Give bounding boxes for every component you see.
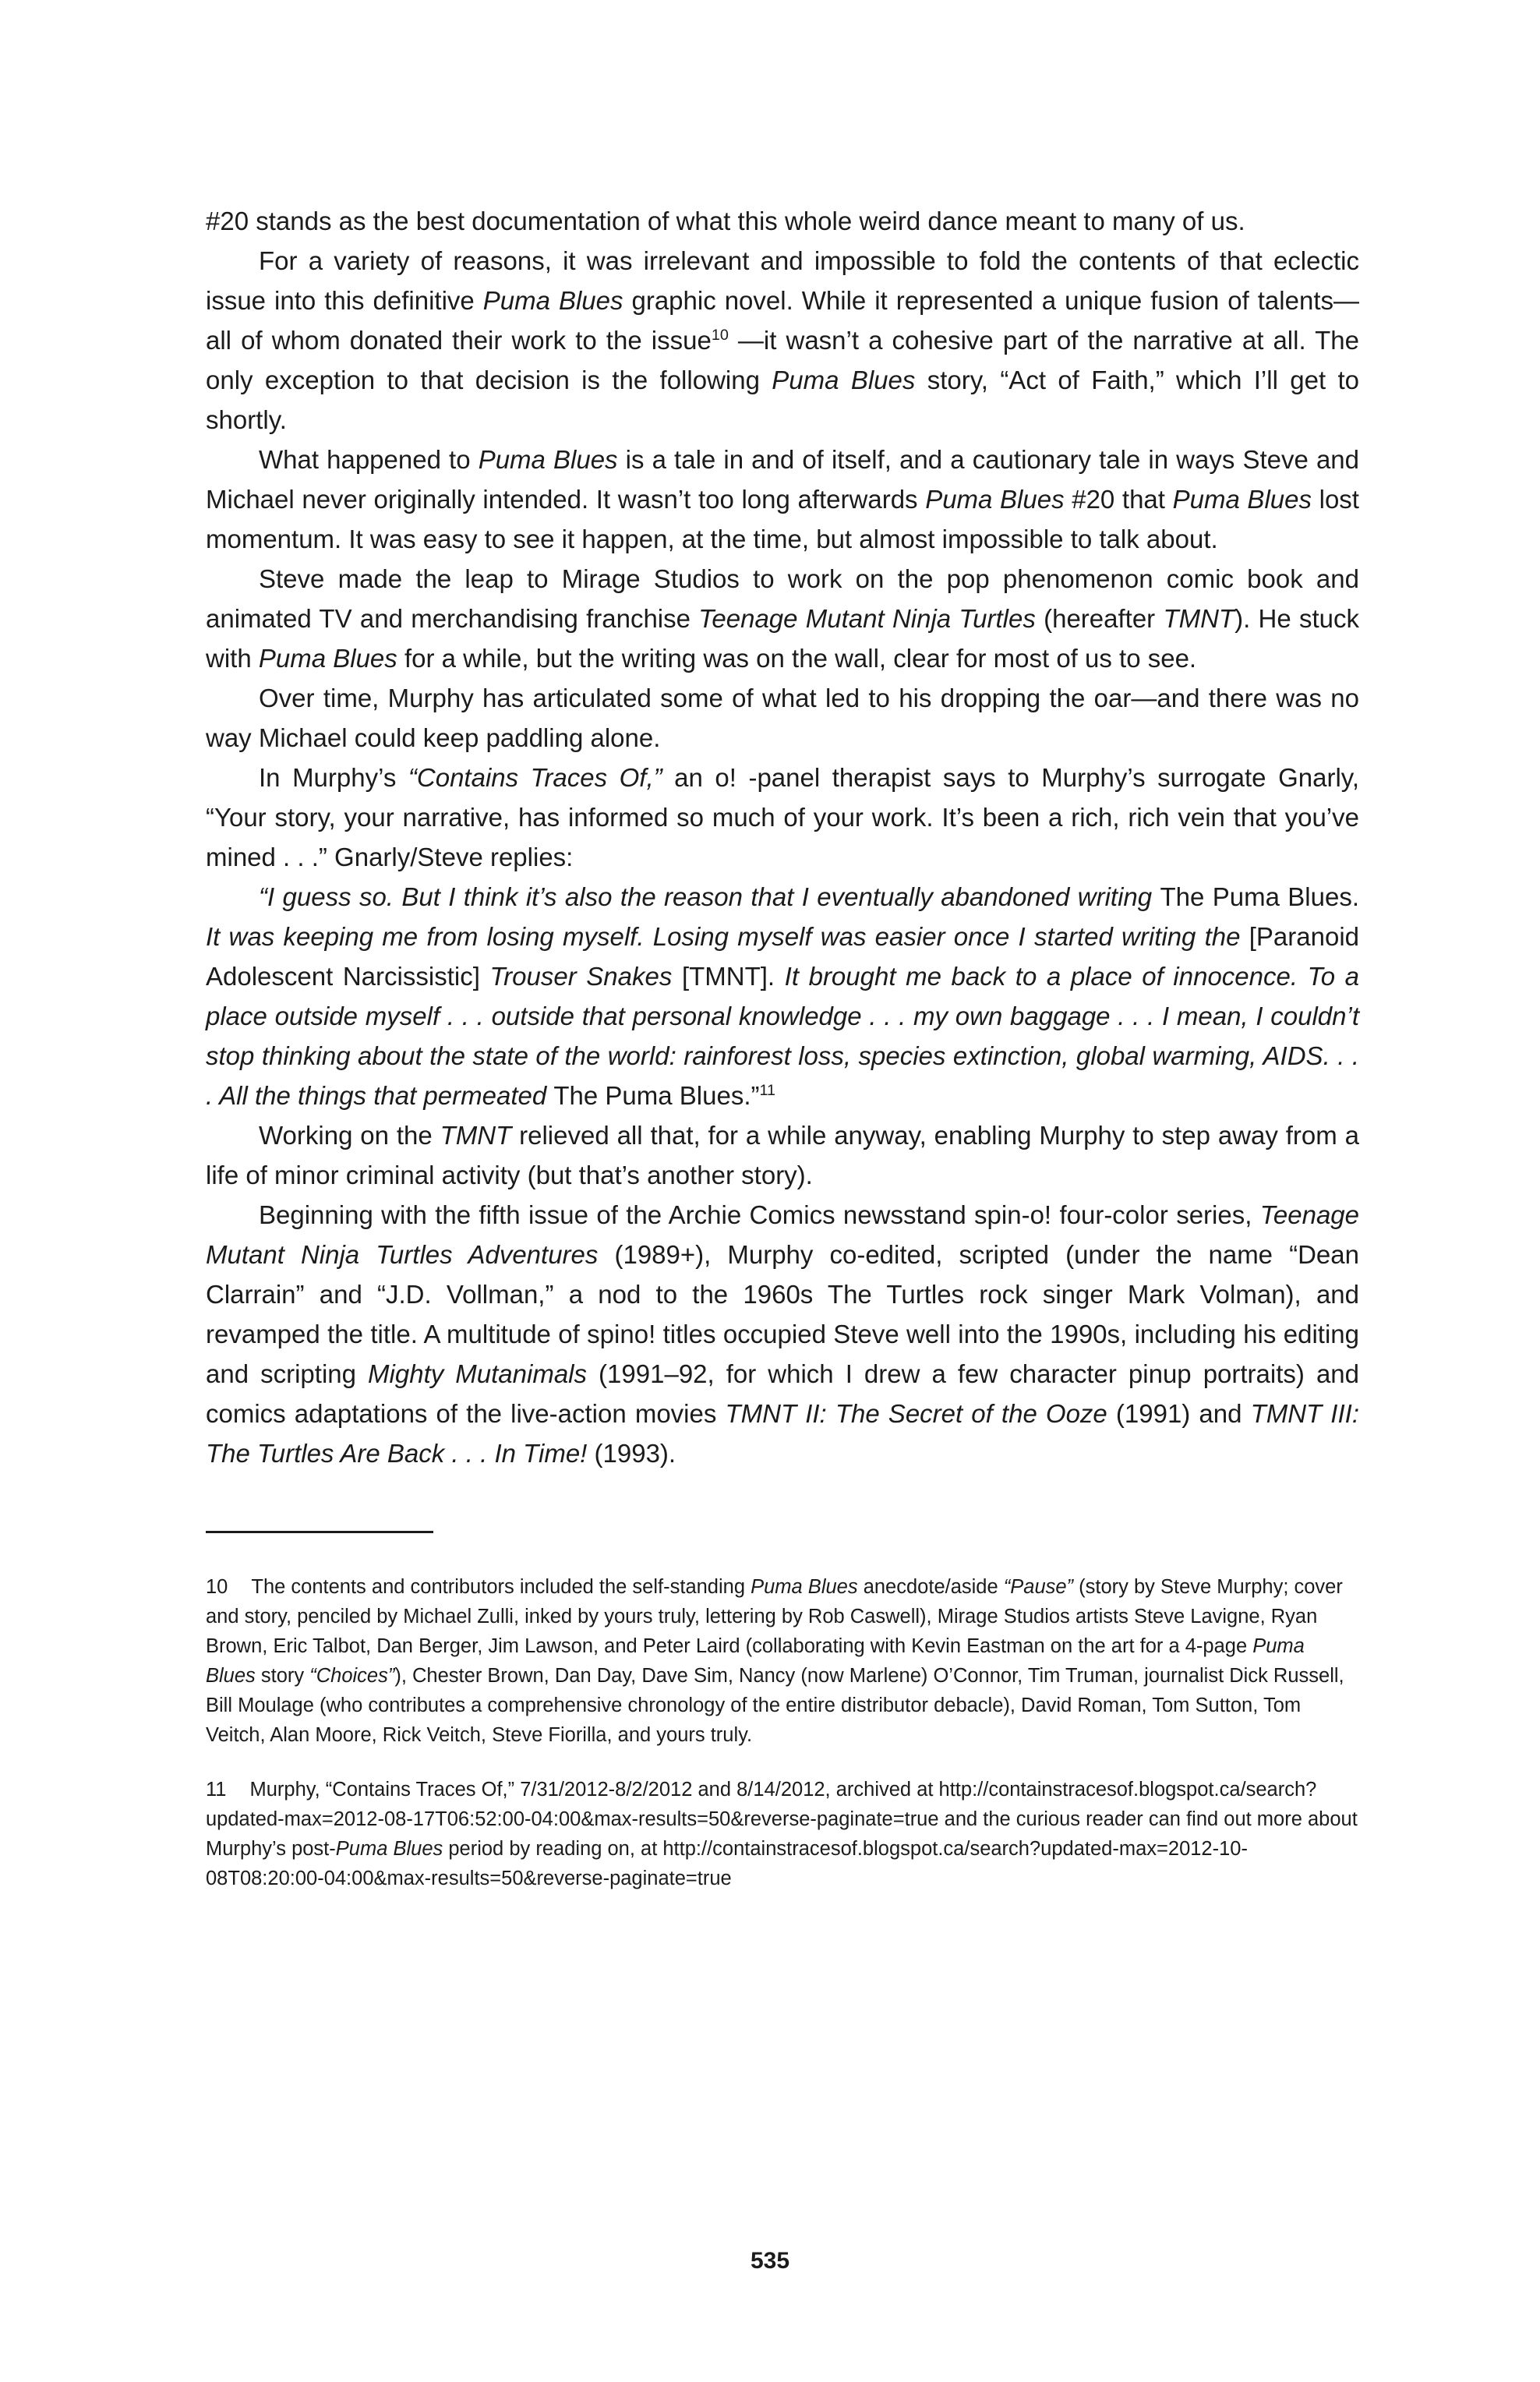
text-segment: story [255,1665,310,1687]
text-segment: Trouser Snakes [489,962,673,991]
text-segment: (hereafter [1035,604,1164,633]
text-segment: TMNT [1163,604,1235,633]
text-segment: #20 that [1064,485,1173,514]
body-paragraph [206,678,1359,758]
text-segment: Puma Blues [751,1576,858,1598]
text-segment: relieved all that, for a while anyway, enabling Murphy to step away from a life of minor criminal activity (but that’s another story). [206,1121,1359,1189]
text-segment: What happened to [259,445,479,474]
text-segment: period by reading on, at http://containstracesof.blogspot.ca/search?updated-max=2012-10-08T08:20:00-04:00&max-results=50&reverse-paginate=true [206,1838,1248,1889]
footnote-separator [206,1531,433,1533]
text-segment: Beginning with the fifth issue of the Archie Comics newsstand spin-o! four-color series, [259,1200,1260,1229]
text-segment: The Puma Blues. [1160,882,1359,911]
text-segment: “I guess so. But I think it’s also the reason that I eventually abandoned writing [259,882,1160,911]
text-segment: ), Chester Brown, Dan Day, Dave Sim, Nancy (now Marlene) O’Connor, Tim Truman, journalist Dick Russell, Bill Moulage (who contributes a comprehensive chronology of the entire distributor debacle), David Roman, Tom Sutton, Tom Veitch, Alan Moore, Rick Veitch, Steve Fiorilla, and yours truly. [206,1665,1344,1746]
text-segment: “Contains Traces Of,” [408,763,662,792]
text-segment: The Puma Blues.” [553,1081,760,1110]
page-content [206,201,1359,1893]
text-segment: For a variety of reasons, it was irrelevant and impossible to fold the contents of that eclectic issue into this definitive [206,246,1359,315]
text-segment: #20 stands as the best documentation of what this whole weird dance meant to many of us. [206,207,1245,235]
footnote-number: 10 [206,1576,228,1598]
text-segment: Teenage Mutant Ninja Turtles [698,604,1036,633]
text-segment: (1991–92, for which I drew a few character pinup portraits) and comics adaptations of the live-action movies [206,1359,1359,1428]
text-segment: Puma Blues [335,1838,443,1860]
text-segment: anecdote/aside [857,1576,1004,1598]
text-segment: Puma Blues [478,445,618,474]
text-segment: (1991) and [1107,1399,1251,1428]
text-segment: Puma Blues [772,366,916,394]
text-segment: Steve made the leap to Mirage Studios to work on the pop phenomenon comic book and animated TV and merchandising franchise [206,564,1359,633]
footnote [206,1572,1359,1750]
footnote-number: 11 [206,1779,227,1801]
text-segment: [Paranoid Adolescent Narcissistic] [206,922,1359,991]
text-segment: It was keeping me from losing myself. Losing myself was easier once I started writing the [206,922,1249,951]
body-paragraph [206,758,1359,877]
text-segment: Working on the [259,1121,440,1150]
body-text [206,201,1359,1473]
text-segment: Puma Blues [258,644,397,673]
body-paragraph [206,559,1359,678]
text-segment: “Choices” [309,1665,395,1687]
text-segment: In Murphy’s [259,763,408,792]
text-segment: for a while, but the writing was on the wall, clear for most of us to see. [397,644,1197,673]
body-paragraph [206,877,1359,1115]
text-segment: (1993). [587,1439,676,1468]
text-segment: “Pause” [1003,1576,1074,1598]
body-paragraph [206,201,1359,241]
text-segment: (story by Steve Murphy; cover and story, penciled by Michael Zulli, inked by yours truly, lettering by Rob Caswell), Mirage Studios artists Steve Lavigne, Ryan Brown, Eric Talbot, Dan Berger, Jim Lawson, and Peter Laird (collaborating with Kevin Eastman on the art for a 4-page [206,1576,1343,1657]
text-segment: Puma Blues [206,1635,1305,1687]
footnote-reference: 10 [711,327,729,344]
footnote-reference: 11 [759,1082,776,1099]
text-segment: (1989+), Murphy co-edited, scripted (under the name “Dean Clarrain” and “J.D. Vollman,” a nod to the 1960s The Turtles rock singer Mark Volman), and revamped the title. A multitude of spino! titles occupied Steve well into the 1990s, including his editing and scripting [206,1240,1359,1388]
text-segment: It brought me back to a place of innocence. To a place outside myself . . . outside that personal knowledge . . . my own baggage . . . I mean, I couldn’t stop thinking about the state of the world: rainforest loss, species extinction, global warming, AIDS. . . . All the things that permeated [206,962,1360,1110]
body-paragraph [206,440,1359,559]
text-segment: an o! -panel therapist says to Murphy’s surrogate Gnarly, “Your story, your narrative, has informed so much of your work. It’s been a rich, rich vein that you’ve mined . . .” Gnarly/Steve replies: [206,763,1359,871]
page-number: 535 [750,2248,790,2274]
text-segment: graphic novel. While it represented a unique fusion of talents—all of whom donated their work to the issue [206,286,1359,355]
text-segment: Puma Blues [482,286,623,315]
text-segment: —it wasn’t a cohesive part of the narrative at all. The only exception to that decision is the following [206,326,1359,394]
text-segment: story, “Act of Faith,” which I’ll get to shortly. [206,366,1360,434]
text-segment: Puma Blues [1172,485,1312,514]
text-segment: Teenage Mutant Ninja Turtles Adventures [206,1200,1359,1269]
body-paragraph [206,1195,1359,1473]
footnote [206,1775,1359,1893]
text-segment: TMNT III: The Turtles Are Back . . . In Time! [206,1399,1359,1468]
body-paragraph [206,1115,1359,1195]
text-segment: lost momentum. It was easy to see it happen, at the time, but almost impossible to talk about. [206,485,1359,553]
text-segment: TMNT II: The Secret of the Ooze [725,1399,1107,1428]
text-segment: is a tale in and of itself, and a cautionary tale in ways Steve and Michael never originally intended. It wasn’t too long afterwards [206,445,1360,514]
text-segment: Murphy, “Contains Traces Of,” 7/31/2012-8/2/2012 and 8/14/2012, archived at http://containstracesof.blogspot.ca/search?updated-max=2012-08-17T06:52:00-04:00&max-results=50&reverse-paginate=true and the curious reader can find out more about Murphy’s post- [206,1779,1358,1860]
text-segment: The contents and contributors included the self-standing [251,1576,751,1598]
text-segment: TMNT [440,1121,512,1150]
text-segment: Mighty Mutanimals [368,1359,588,1388]
text-segment: Puma Blues [925,485,1065,514]
body-paragraph [206,241,1359,440]
text-segment: ). He stuck with [206,604,1360,673]
text-segment: [TMNT]. [672,962,785,991]
text-segment: Over time, Murphy has articulated some of what led to his dropping the oar—and there was no way Michael could keep paddling alone. [206,684,1359,752]
footnotes [206,1572,1359,1893]
